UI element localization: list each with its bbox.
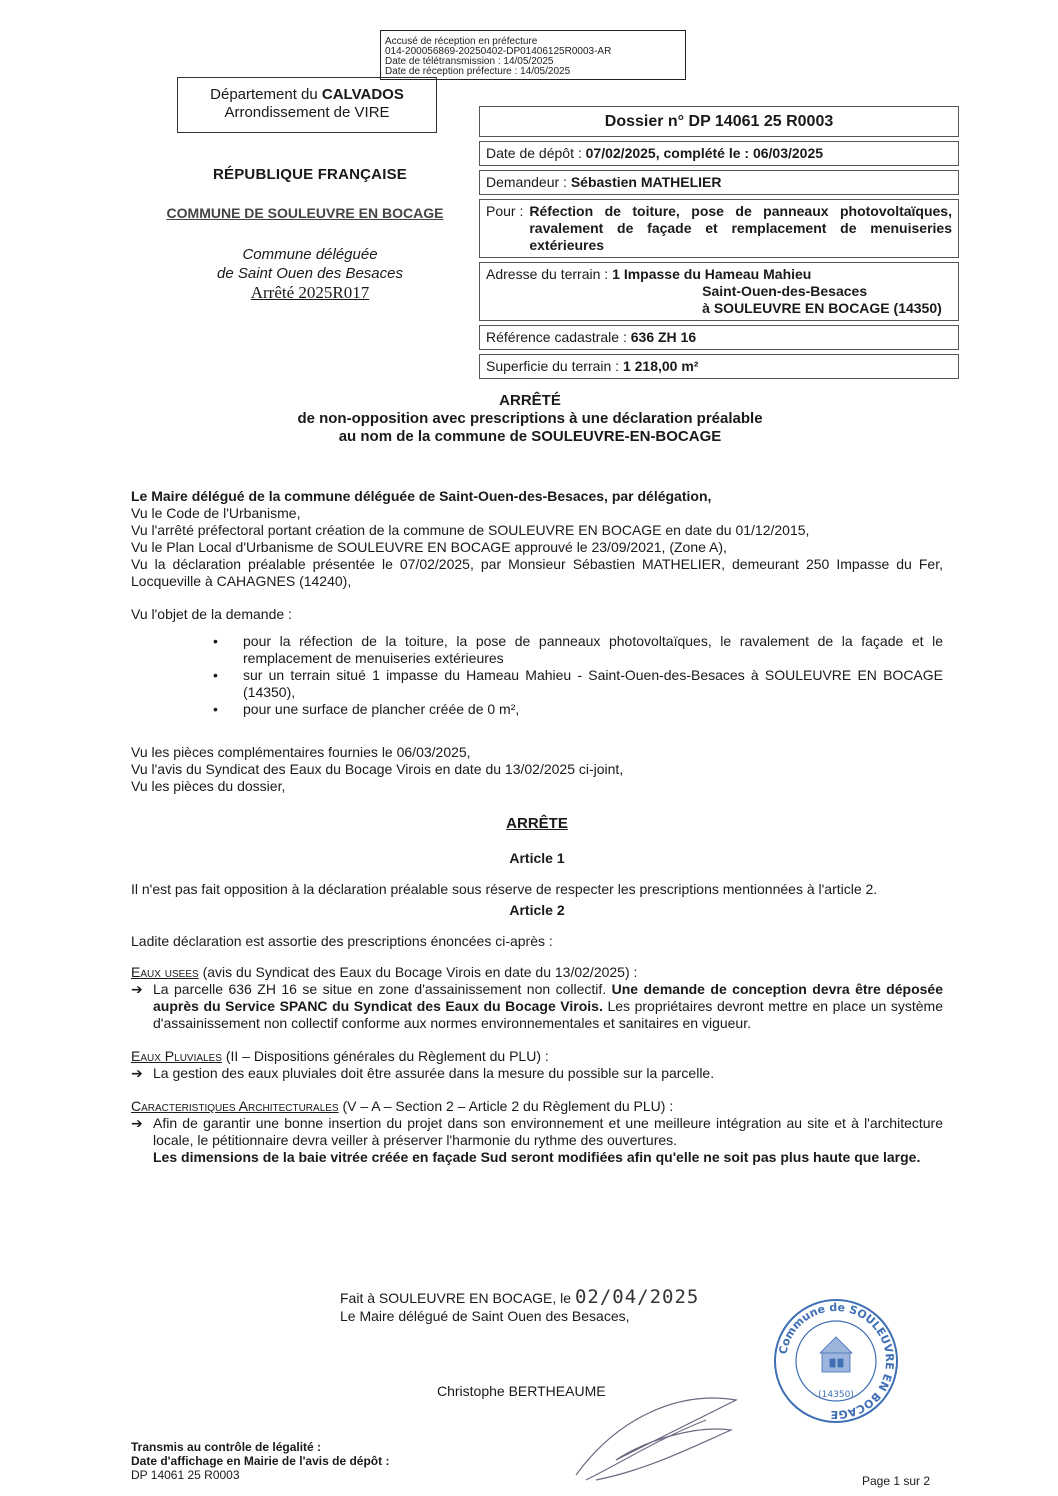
handwritten-date: 02/04/2025: [574, 1286, 700, 1308]
handwritten-signature: [556, 1380, 756, 1490]
stamp-line: Date de réception préfecture : 14/05/2025: [385, 66, 571, 77]
delegated-commune: Commune déléguée de Saint Ouen des Besaces: [217, 246, 403, 282]
deposit-date-row: Date de dépôt : 07/02/2025, complété le : 06/03/2025: [479, 141, 959, 166]
vu-line: Vu la déclaration préalable présentée le 07/02/2025, par Monsieur Sébastien MATHELIER, demeurant 250 Impasse du Fer, Locqueville à CAHAGNES (14240),: [131, 556, 943, 589]
vu-line: Vu le Plan Local d'Urbanisme de SOULEUVRE EN BOCAGE approuvé le 23/09/2021, (Zone A),: [131, 539, 727, 555]
arrete-heading: ARRÊTE: [506, 815, 568, 832]
eaux-usees-heading: Eaux usees (avis du Syndicat des Eaux du Bocage Virois en date du 13/02/2025) :: [131, 964, 638, 980]
arrow-right-icon: ➔: [131, 981, 143, 997]
document-body: [131, 488, 943, 1166]
purpose-row: Pour : Réfection de toiture, pose de panneaux photovoltaïques, ravalement de façade et remplacement de menuiseries extérieures: [479, 199, 959, 258]
republic-heading: RÉPUBLIQUE FRANÇAISE: [212, 166, 407, 183]
address-row: Adresse du terrain : 1 Impasse du Hameau Mahieu Saint-Ouen-des-Besaces à SOULEUVRE EN BOCAGE (14350): [479, 262, 959, 321]
cadastral-row: Référence cadastrale : 636 ZH 16: [479, 325, 959, 350]
department-line: Département du CALVADOS: [210, 86, 404, 103]
applicant-row: Demandeur : Sébastien MATHELIER: [479, 170, 959, 195]
article-2-intro: Ladite déclaration est assortie des prescriptions énoncées ci-après :: [131, 933, 553, 949]
area-row: Superficie du terrain : 1 218,00 m²: [479, 354, 959, 379]
objet-list: [131, 633, 943, 718]
seal-outer-text: Commune de SOULEUVRE EN BOCAGE: [776, 1300, 897, 1422]
vu-line: Vu l'avis du Syndicat des Eaux du Bocage Virois en date du 13/02/2025 ci-joint,: [131, 761, 624, 777]
signature-block: [340, 1288, 760, 1325]
list-item: • pour la réfection de la toiture, la pose de panneaux photovoltaïques, le ravalement de la façade et le remplacement de menuiseries extérieures: [243, 633, 943, 667]
footer-transmission: Transmis au contrôle de légalité : Date d'affichage en Mairie de l'avis de dépôt : DP 14061 25 R0003: [131, 1440, 390, 1482]
arrow-right-icon: ➔: [131, 1065, 143, 1081]
stamp-line: Date de télétransmission : 14/05/2025: [385, 56, 554, 67]
vu-objet: Vu l'objet de la demande :: [131, 606, 292, 622]
department-box: [177, 77, 437, 133]
eaux-pluviales-heading: Eaux Pluviales (II – Dispositions générales du Règlement du PLU) :: [131, 1048, 549, 1064]
caracteristiques-heading: Caracteristiques Architecturales (V – A – Section 2 – Article 2 du Règlement du PLU) :: [131, 1098, 674, 1114]
fait-line: Fait à SOULEUVRE EN BOCAGE, le 02/04/2025: [340, 1286, 700, 1308]
page-number: Page 1 sur 2: [862, 1474, 931, 1488]
eaux-usees-prescription: ➔ La parcelle 636 ZH 16 se situe en zone d'assainissement non collectif. Une demande de conception devra être déposée auprès du Service SPANC du Syndicat des Eaux du Bocage Virois. Les propriétaires devront mettre en place un système d'assainissement non collectif conforme aux normes environnementales et sanitaires en vigueur.: [131, 981, 943, 1031]
arrete-number: Arrêté 2025R017: [250, 283, 370, 302]
arrow-right-icon: ➔: [131, 1115, 143, 1131]
list-item: • sur un terrain situé 1 impasse du Hameau Mahieu - Saint-Ouen-des-Besaces à SOULEUVRE EN BOCAGE (14350),: [243, 667, 943, 701]
reception-stamp: [380, 30, 686, 80]
vu-line: Vu les pièces complémentaires fournies le 06/03/2025,: [131, 744, 471, 760]
stamp-line: Accusé de réception en préfecture: [385, 36, 538, 47]
municipal-seal: [772, 1297, 900, 1425]
article-1-text: Il n'est pas fait opposition à la déclaration préalable sous réserve de respecter les prescriptions mentionnées à l'article 2.: [131, 881, 878, 897]
signer-name: Christophe BERTHEAUME: [437, 1383, 606, 1399]
vu-line: Vu le Code de l'Urbanisme,: [131, 505, 301, 521]
eaux-pluviales-prescription: ➔ La gestion des eaux pluviales doit être assurée dans la mesure du possible sur la parcelle.: [131, 1065, 715, 1081]
caracteristiques-prescription: ➔ Afin de garantir une bonne insertion du projet dans son environnement et une meilleure intégration au site et à l'architecture locale, le pétitionnaire devra veiller à préserver l'harmonie du rythme des ouvertures. Les dimensions de la baie vitrée créée en façade Sud seront modifiées afin qu'elle ne soit pas plus haute que large.: [131, 1115, 943, 1165]
article-1-title: Article 1: [509, 850, 565, 866]
document-title: ARRÊTÉ de non-opposition avec prescriptions à une déclaration préalable au nom de la commune de SOULEUVRE-EN-BOCAGE: [297, 392, 763, 445]
dossier-panel: [479, 106, 959, 383]
intro-line: Le Maire délégué de la commune déléguée de Saint-Ouen-des-Besaces, par délégation,: [131, 488, 712, 504]
list-item: • pour une surface de plancher créée de 0 m²,: [243, 701, 943, 718]
vu-line: Vu les pièces du dossier,: [131, 778, 286, 794]
article-2-title: Article 2: [509, 902, 565, 918]
arrondissement-line: Arrondissement de VIRE: [224, 104, 390, 121]
signer-role: Le Maire délégué de Saint Ouen des Besaces,: [340, 1308, 630, 1324]
dossier-number: Dossier n° DP 14061 25 R0003: [479, 106, 959, 137]
stamp-line: 014-200056869-20250402-DP01406125R0003-AR: [385, 46, 612, 57]
seal-postcode: (14350): [818, 1390, 854, 1400]
vu-line: Vu l'arrêté préfectoral portant création de la commune de SOULEUVRE EN BOCAGE en date du 01/12/2015,: [131, 522, 810, 538]
commune-heading: COMMUNE DE SOULEUVRE EN BOCAGE: [166, 205, 444, 221]
